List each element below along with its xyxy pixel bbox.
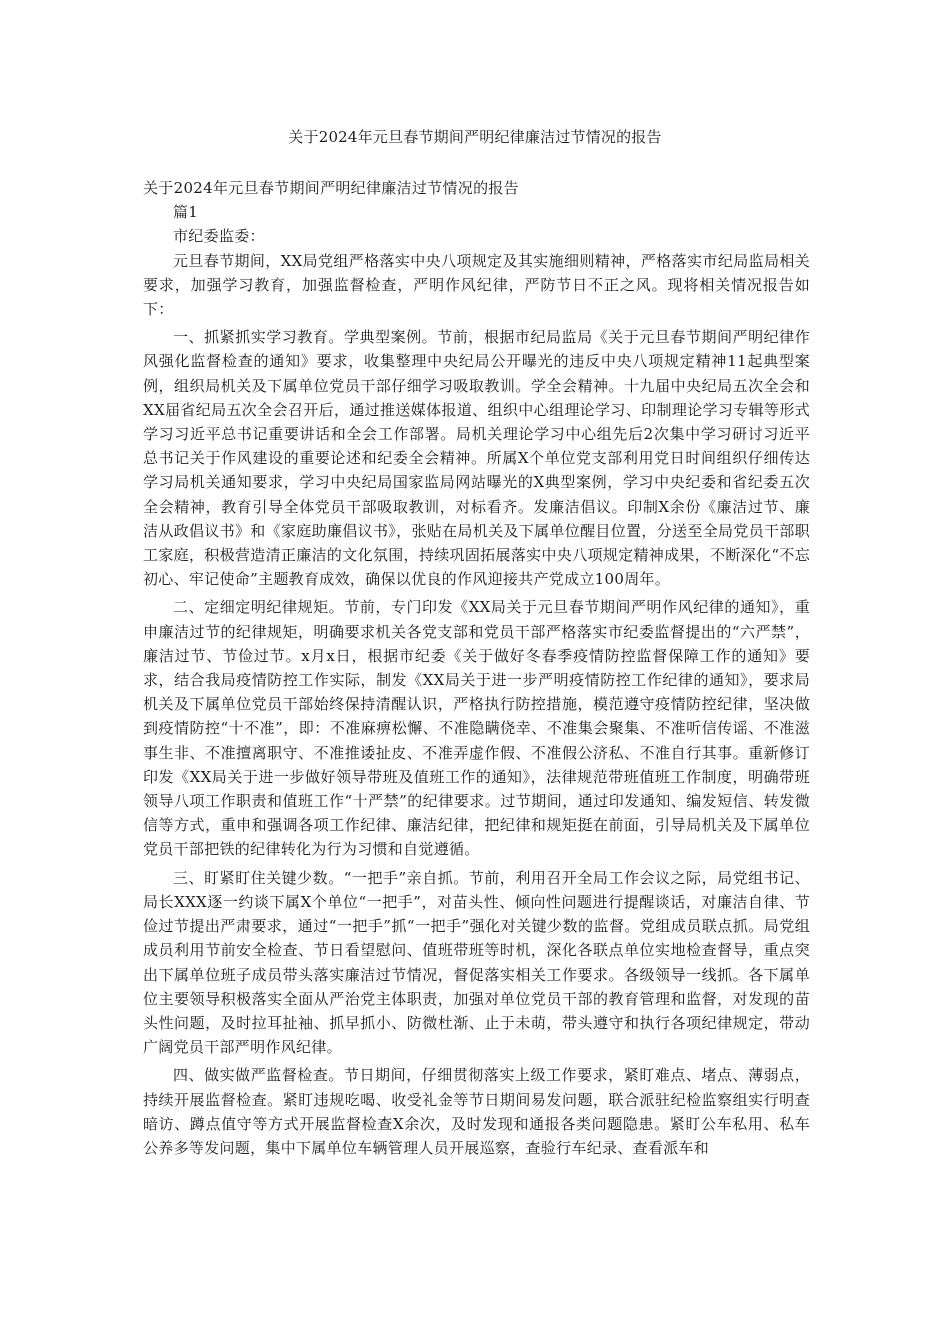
paragraph-discipline-rules: 二、定细定明纪律规矩。节前，专门印发《XX局关于元旦春节期间严明作风纪律的通知》，重申廉洁过节的纪律规矩，明确要求机关各党支部和党员干部严格落实市纪委监督提出的“六严禁”，廉洁过节、节俭过节。x月x日，根据市纪委《关于做好冬春季疫情防控监督保障工作的通知》要求，结合我局疫情防控工作实际，制发《XX局关于进一步严明疫情防控工作纪律的通知》，要求局机关及下属单位党员干部始终保持清醒认识，严格执行防控措施，模范遵守疫情防控纪律，坚决做到疫情防控“十不准”，即：不准麻痹松懈、不准隐瞒侥幸、不准集会聚集、不准听信传谣、不准滋事生非、不准擅离职守、不准推诿扯皮、不准弄虚作假、不准假公济私、不准自行其事。重新修订印发《XX局关于进一步做好领导带班及值班工作的通知》，法律规范带班值班工作制度，明确带班领导八项工作职责和值班工作“十严禁”的纪律要求。过节期间，通过印发通知、编发短信、转发微信等方式，重申和强调各项工作纪律、廉洁纪律，把纪律和规矩挺在前面，引导局机关及下属单位党员干部把铁的纪律转化为行为习惯和自觉遵循。: [143, 598, 810, 859]
document-title: 关于2024年元旦春节期间严明纪律廉洁过节情况的报告: [288, 128, 662, 146]
paragraph-supervision-inspection: 四、做实做严监督检查。节日期间，仔细贯彻落实上级工作要求，紧盯难点、堵点、薄弱点，持续开展监督检查。紧盯违规吃喝、收受礼金等节日期间易发问题，联合派驻纪检监察组实行明查暗访、蹲点值守等方式开展监督检查X余次，及时发现和通报各类问题隐患。紧盯公车私用、私车公养多等发问题，集中下属单位车辆管理人员开展巡察，查验行车纪录、查看派车和: [143, 1066, 810, 1157]
salutation: 市纪委监委：: [173, 227, 265, 246]
section-label: 篇1: [173, 203, 199, 222]
paragraph-intro: 元旦春节期间，XX局党组严格落实中央八项规定及其实施细则精神，严格落实市纪局监局相关要求，加强学习教育，加强监督检查，严明作风纪律，严防节日不正之风。现将相关情况报告如下：: [143, 251, 810, 319]
document-body: [143, 176, 810, 1164]
document-subtitle: 关于2024年元旦春节期间严明纪律廉洁过节情况的报告: [143, 179, 519, 197]
paragraph-key-minority: 三、盯紧盯住关键少数。“一把手”亲自抓。节前，利用召开全局工作会议之际，局党组书记、局长XXX逐一约谈下属X个单位“一把手”，对苗头性、倾向性问题进行提醒谈话，对廉洁自律、节俭过节提出严肃要求，通过“一把手”抓“一把手”强化对关键少数的监督。党组成员联点抓。局党组成员利用节前安全检查、节日看望慰问、值班带班等时机，深化各联点单位实地检查督导，重点突出下属单位班子成员带头落实廉洁过节情况，督促落实相关工作要求。各级领导一线抓。各下属单位主要领导积极落实全面从严治党主体职责，加强对单位党员干部的教育管理和监督，对发现的苗头性问题，及时拉耳扯袖、抓早抓小、防微杜渐、止于未萌，带头遵守和执行各项纪律规定，带动广阔党员干部严明作风纪律。: [143, 868, 810, 1057]
paragraph-study-education: 一、抓紧抓实学习教育。学典型案例。节前，根据市纪局监局《关于元旦春节期间严明纪律作风强化监督检查的通知》要求，收集整理中央纪局公开曝光的违反中央八项规定精神11起典型案例，组织局机关及下属单位党员干部仔细学习吸取教训。学全会精神。十九届中央纪局五次全会和XX届省纪局五次全会召开后，通过推送媒体报道、组织中心组理论学习、印制理论学习专辑等形式学习习近平总书记重要讲话和全会工作部署。局机关理论学习中心组先后2次集中学习研讨习近平总书记关于作风建设的重要论述和纪委全会精神。所属X个单位党支部利用党日时间组织仔细传达学习局机关通知要求，学习中央纪局国家监局网站曝光的X典型案例，学习中央纪委和省纪委五次全会精神，教育引导全体党员干部吸取教训，对标看齐。发廉洁倡议。印制X余份《廉洁过节、廉洁从政倡议书》和《家庭助廉倡议书》，张贴在局机关及下属单位醒目位置，分送至全局党员干部职工家庭，积极营造清正廉洁的文化氛围，持续巩固拓展落实中央八项规定精神成果，不断深化“不忘初心、牢记使命”主题教育成效，确保以优良的作风迎接共产党成立100周年。: [143, 328, 810, 589]
